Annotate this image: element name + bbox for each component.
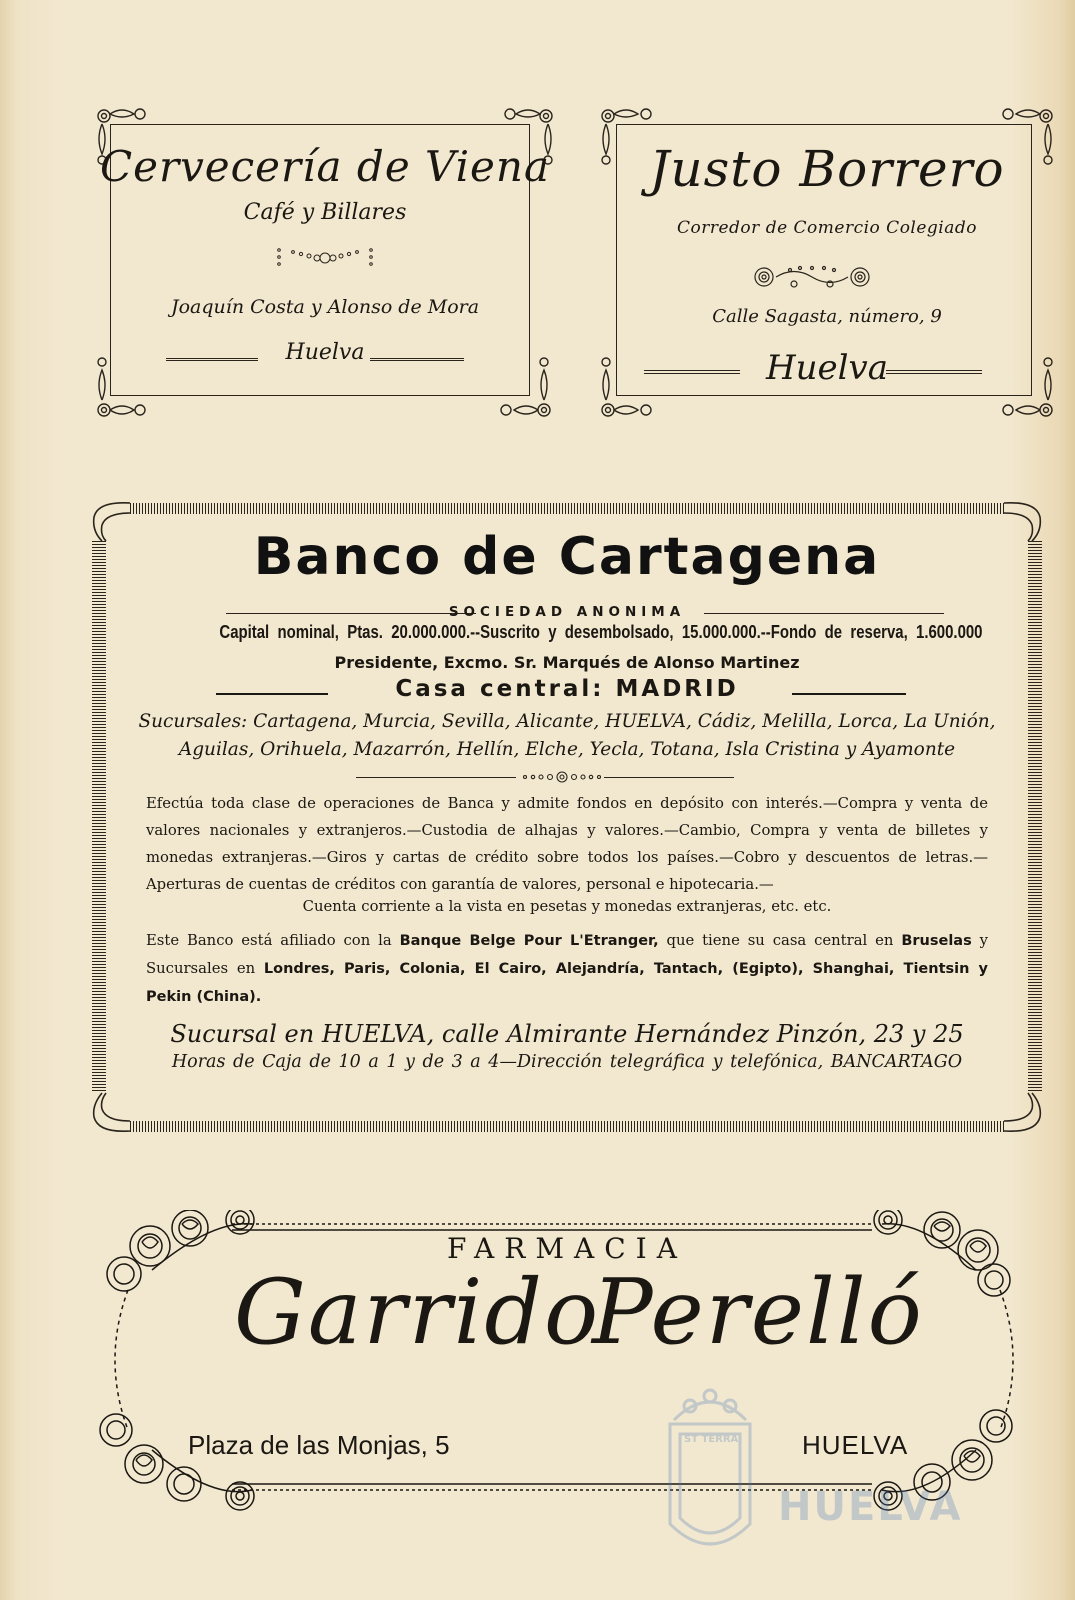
stamp-top: ST TERRA [684,1434,739,1445]
cerveceria-city: Huelva [285,340,365,365]
stamp-name: HUELVA [778,1484,963,1530]
ad-cerveceria-de-viena [92,104,558,422]
banco-capital: Capital nominal, Ptas. 20.000.000.--Suscrito y desembolsado, 15.000.000.--Fondo de reserva, 1.600.000 [219,622,983,642]
farmacia-name-first: Garrido [234,1260,601,1365]
cerveceria-title: Cervecería de Viena [100,142,550,191]
banco-head-office: Casa central: MADRID [395,676,739,702]
affiliation-city: Bruselas [901,933,972,949]
borrero-title: Justo Borrero [649,140,1005,198]
affiliation-text: que tiene su casa central en [666,932,894,949]
banco-title: Banco de Cartagena [253,527,881,587]
banco-affiliation [146,927,988,1011]
banco-subtitle: SOCIEDAD ANONIMA [448,604,686,620]
ornament-divider-icon [750,264,874,290]
farmacia-address: Plaza de las Monjas, 5 [188,1430,450,1460]
affiliation-text: y Sucursales en [146,932,988,977]
cerveceria-subtitle: Café y Billares [243,200,407,225]
affiliation-bank: Banque Belge Pour L'Etranger, [399,933,659,949]
farmacia-city: HUELVA [802,1430,909,1460]
ornament-divider-icon [520,769,604,785]
archive-stamp [650,1384,980,1580]
affiliation-text: Este Banco está afiliado con la [146,932,392,949]
borrero-city: Huelva [765,348,889,388]
banco-hours: Horas de Caja de 10 a 1 y de 3 a 4—Dirección telegráfica y telefónica, BANCARTAGO [171,1052,963,1072]
ad-banco-de-cartagena [84,477,1050,1157]
coat-of-arms-icon [650,1384,980,1580]
divider-right [604,777,734,778]
borrero-address: Calle Sagasta, número, 9 [712,306,942,327]
cerveceria-address: Joaquín Costa y Alonso de Mora [170,296,480,318]
farmacia-label: FARMACIA [447,1232,687,1265]
ad-justo-borrero [596,104,1058,422]
divider-left [356,777,516,778]
banco-current-account: Cuenta corriente a la vista en pesetas y monedas extranjeras, etc. etc. [302,898,832,915]
borrero-subtitle: Corredor de Comercio Colegiado [676,218,977,238]
banco-branch-huelva: Sucursal en HUELVA, calle Almirante Hernández Pinzón, 23 y 25 [170,1020,964,1048]
affiliation-cities: Londres, Paris, Colonia, El Cairo, Alejandría, Tantach, (Egipto), Shanghai, Tientsin y Pekin (China). [146,961,988,1005]
ornament-divider-icon [275,244,375,270]
banco-branches-line2: Aguilas, Orihuela, Mazarrón, Hellín, Elche, Yecla, Totana, Isla Cristina y Ayamonte [178,739,956,760]
banco-branches-line1: Sucursales: Cartagena, Murcia, Sevilla, Alicante, HUELVA, Cádiz, Melilla, Lorca, La Unión, [138,711,996,732]
banco-president: Presidente, Excmo. Sr. Marqués de Alonso Martinez [334,653,800,672]
banco-services: Efectúa toda clase de operaciones de Banca y admite fondos en depósito con interés.—Compra y venta de valores nacionales y extranjeros.—Custodia de alhajas y valores.—Cambio, Compra y venta de billetes y monedas extranjeras.—Giros y cartas de crédito sobre todos los países.—Cobro y descuentos de letras.—Aperturas de cuentas de créditos con garantía de valores, personal e hipotecaria.— [146,795,988,893]
farmacia-name-last: Perelló [592,1260,924,1365]
